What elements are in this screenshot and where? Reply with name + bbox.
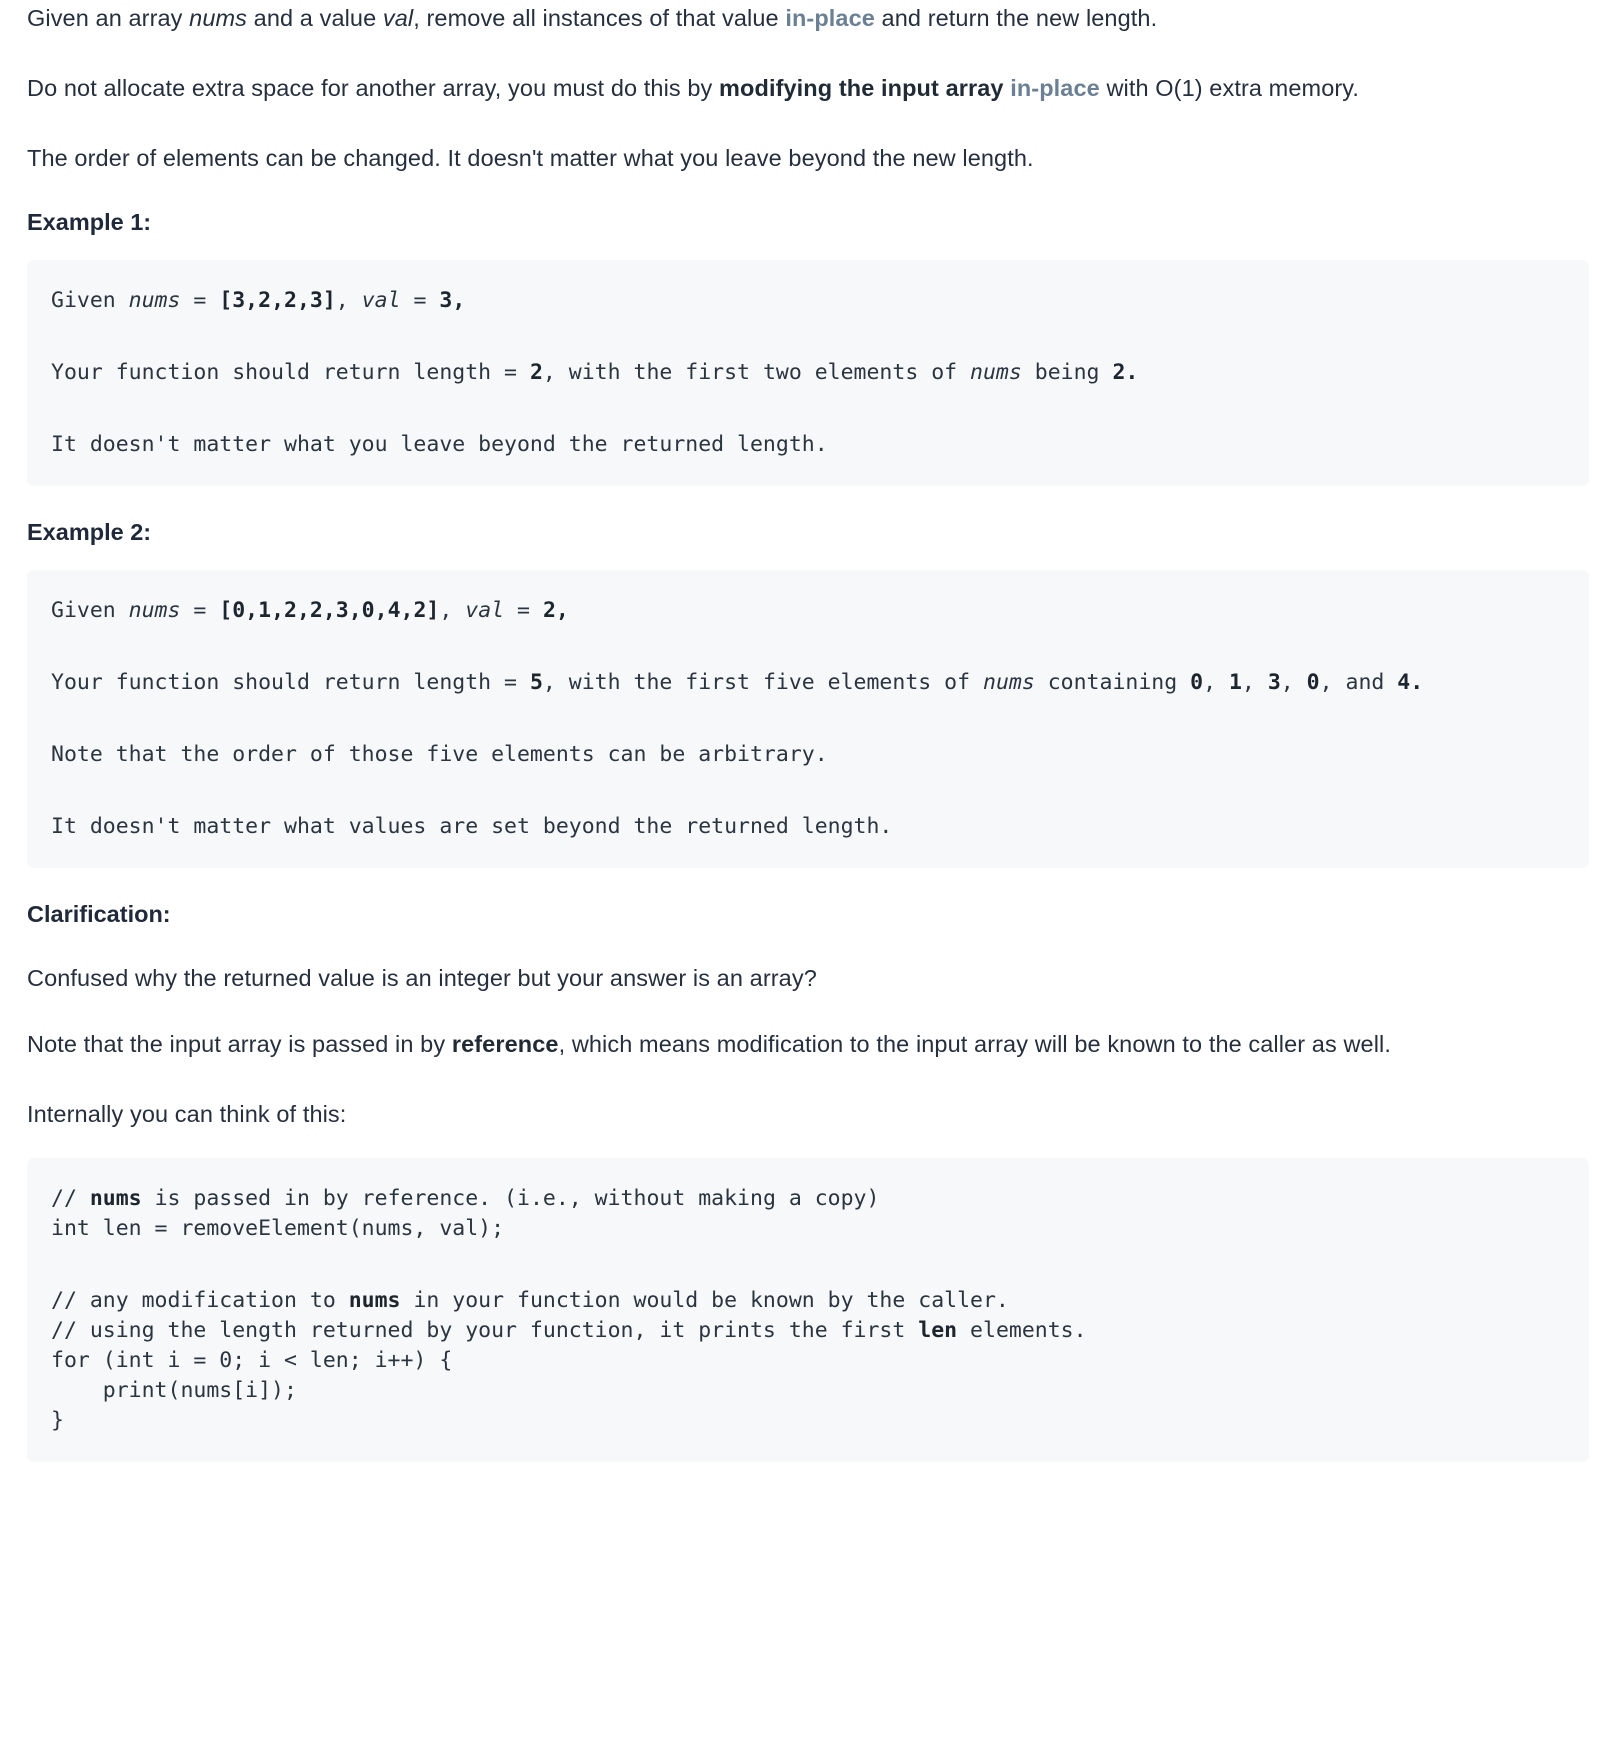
cc-l2-t1: int len = removeElement(nums, val);: [51, 1216, 505, 1241]
example-1-heading: Example 1:: [27, 209, 152, 235]
ex2-l1-valnum: 2,: [542, 598, 569, 623]
cc-l1-t2: is passed in by reference. (i.e., without making a copy): [141, 1186, 880, 1211]
intro-p1-text-4: and return the new length.: [874, 5, 1158, 31]
ex2-l2-v0b: 0: [1306, 670, 1320, 695]
spacer: [27, 1062, 1589, 1096]
example-2-heading: Example 2:: [27, 519, 152, 545]
clar-p2-bold-reference: reference: [451, 1031, 559, 1057]
code-line: [51, 358, 1565, 388]
code-line: [51, 668, 1565, 698]
cc-l1-nums: nums: [89, 1186, 142, 1211]
code-blank-line: [51, 626, 1565, 668]
ex1-l1-valnum: 3,: [439, 288, 466, 313]
ex1-l1-val: val: [361, 288, 401, 313]
ex2-l4-t1: It doesn't matter what values are set beyond the returned length.: [51, 814, 893, 839]
cc-l3-t2: in your function would be known by the caller.: [400, 1288, 1009, 1313]
code-line: [51, 596, 1565, 626]
ex1-l3-t1: It doesn't matter what you leave beyond the returned length.: [51, 432, 828, 457]
clarification-heading: Clarification:: [27, 901, 171, 927]
internal-code-block: [27, 1158, 1589, 1462]
ex2-l2-t3: containing: [1034, 670, 1191, 695]
intro-paragraph-1: [27, 0, 1589, 36]
intro-p2-text-1: Do not allocate extra space for another array, you must do this by: [27, 75, 720, 101]
code-blank-line: [51, 770, 1565, 812]
intro-p2-text-3: with O(1) extra memory.: [1099, 75, 1360, 101]
intro-p1-text-3: , remove all instances of that value: [413, 5, 786, 31]
example-2-code-block: [27, 570, 1589, 868]
ex1-l2-len: 2: [529, 360, 543, 385]
ex1-l1-array: [3,2,2,3]: [219, 288, 336, 313]
intro-p1-var-nums: nums: [189, 5, 248, 31]
code-line: [51, 1316, 1565, 1346]
ex2-l1-t2: =: [180, 598, 220, 623]
intro-paragraph-3: [27, 140, 1589, 176]
ex1-l2-nums: nums: [970, 360, 1022, 385]
ex1-l1-t2: =: [180, 288, 220, 313]
cc-l1-t1: //: [51, 1186, 90, 1211]
intro-p1-text-2: and a value: [247, 5, 383, 31]
ex2-l2-nums: nums: [983, 670, 1035, 695]
ex2-l2-v3: 3: [1267, 670, 1281, 695]
ex1-l1-t4: =: [400, 288, 440, 313]
code-line: [51, 740, 1565, 770]
ex2-l3-t1: Note that the order of those five elements can be arbitrary.: [51, 742, 828, 767]
clar-p2-t2: , which means modification to the input array will be known to the caller as well.: [558, 1031, 1391, 1057]
spacer: [27, 486, 1589, 516]
code-line: [51, 430, 1565, 460]
code-blank-line: [51, 698, 1565, 740]
ex2-l2-t1: Your function should return length =: [51, 670, 530, 695]
ex2-l2-v4: 4.: [1397, 670, 1424, 695]
intro-p1-var-val: val: [382, 5, 414, 31]
code-line: [51, 286, 1565, 316]
code-line: [51, 812, 1565, 842]
spacer: [27, 548, 1589, 570]
code-line: [51, 1184, 1565, 1214]
intro-p2-bold-modifying: modifying the input array: [719, 75, 1004, 101]
ex1-l2-val: 2.: [1112, 360, 1139, 385]
cc-l4-len: len: [918, 1318, 958, 1343]
code-blank-line: [51, 1244, 1565, 1286]
cc-l3-t1: // any modification to: [51, 1288, 349, 1313]
cc-l7-t1: }: [51, 1408, 64, 1433]
ex2-l2-t4: ,: [1203, 670, 1229, 695]
cc-l3-nums: nums: [348, 1288, 401, 1313]
ex1-l2-t3: being: [1021, 360, 1113, 385]
spacer: [27, 930, 1589, 960]
ex2-l1-val: val: [465, 598, 505, 623]
code-blank-line: [51, 316, 1565, 358]
spacer: [27, 1132, 1589, 1158]
spacer: [27, 996, 1589, 1026]
code-line: [51, 1406, 1565, 1436]
clarification-paragraph-2: [27, 1026, 1589, 1062]
ex2-l2-t6: ,: [1280, 670, 1307, 695]
intro-p1-text-1: Given an array: [27, 5, 190, 31]
ex1-l1-t1: Given: [51, 288, 129, 313]
clar-p3-text: Internally you can think of this:: [27, 1101, 347, 1127]
cc-l5-t1: for (int i = 0; i < len; i++) {: [51, 1348, 453, 1373]
ex1-l2-t1: Your function should return length =: [51, 360, 530, 385]
in-place-link[interactable]: in-place: [785, 5, 875, 31]
clarification-paragraph-1: [27, 960, 1589, 996]
ex1-l2-t2: , with the first two elements of: [542, 360, 971, 385]
ex2-l1-t1: Given: [51, 598, 129, 623]
intro-paragraph-2: [27, 70, 1589, 106]
code-line: [51, 1346, 1565, 1376]
clar-p2-t1: Note that the input array is passed in by: [27, 1031, 452, 1057]
code-line: [51, 1286, 1565, 1316]
code-line: [51, 1214, 1565, 1244]
cc-l4-t1: // using the length returned by your function, it prints the first: [51, 1318, 919, 1343]
spacer: [27, 176, 1589, 206]
spacer: [27, 868, 1589, 898]
spacer: [27, 36, 1589, 70]
ex2-l2-len: 5: [529, 670, 543, 695]
ex2-l2-v1: 1: [1228, 670, 1242, 695]
ex2-l1-t3: ,: [439, 598, 466, 623]
ex2-l2-t2: , with the first five elements of: [542, 670, 983, 695]
spacer: [27, 106, 1589, 140]
intro-p3-text: The order of elements can be changed. It doesn't matter what you leave beyond the new length.: [27, 145, 1034, 171]
ex2-l1-nums: nums: [128, 598, 181, 623]
spacer: [27, 238, 1589, 260]
ex2-l1-t4: =: [504, 598, 543, 623]
code-line: [51, 1376, 1565, 1406]
ex1-l1-t3: ,: [335, 288, 362, 313]
ex1-l1-nums: nums: [128, 288, 181, 313]
clar-p1-text: Confused why the returned value is an integer but your answer is an array?: [27, 965, 817, 991]
ex2-l2-t5: ,: [1241, 670, 1268, 695]
cc-l6-t1: print(nums[i]);: [51, 1378, 297, 1403]
cc-l4-t2: elements.: [957, 1318, 1087, 1343]
clarification-paragraph-3: [27, 1096, 1589, 1132]
ex2-l1-array: [0,1,2,2,3,0,4,2]: [219, 598, 440, 623]
in-place-link[interactable]: in-place: [1010, 75, 1100, 101]
code-blank-line: [51, 388, 1565, 430]
ex2-l2-v0: 0: [1190, 670, 1204, 695]
example-1-code-block: [27, 260, 1589, 486]
ex2-l2-t7: , and: [1319, 670, 1398, 695]
